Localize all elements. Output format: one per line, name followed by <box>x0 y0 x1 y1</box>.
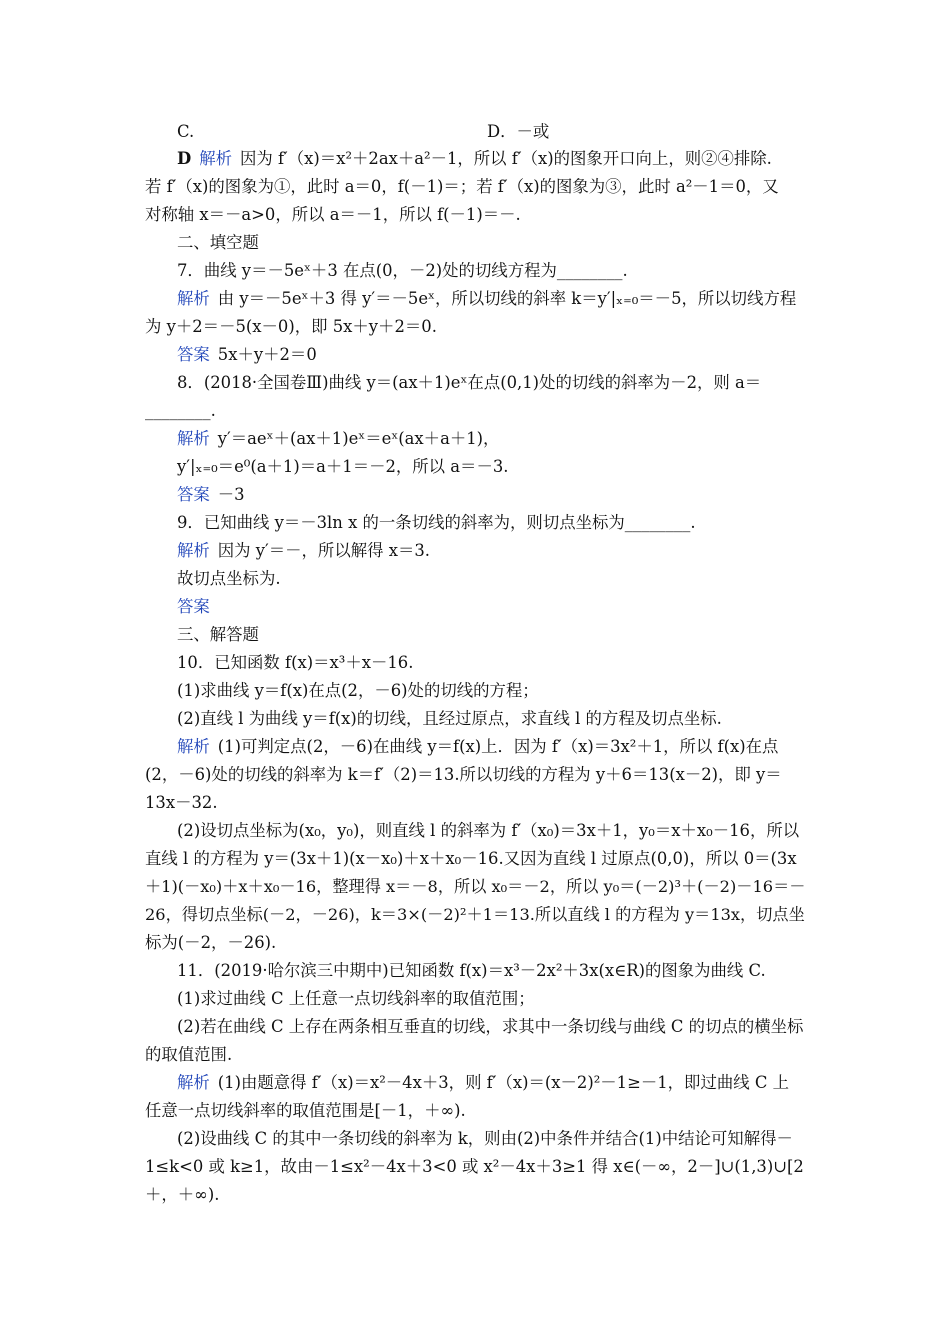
analysis-label: 解析 <box>177 1073 210 1092</box>
answer-label: 答案 <box>177 345 210 364</box>
text-line: 故切点坐标为. <box>177 569 281 588</box>
text-line: 1≤k<0 或 k≥1，故由－1≤x²－4x＋3<0 或 x²－4x＋3≥1 得 x∈(－∞，2－]∪(1,3)∪[2 <box>145 1157 804 1176</box>
text-line: y′|ₓ₌₀＝e⁰(a＋1)＝a＋1＝－2，所以 a＝－3. <box>177 457 509 476</box>
answer-letter: D <box>177 149 192 168</box>
text-line: 解析 由 y＝－5eˣ＋3 得 y′＝－5eˣ，所以切线的斜率 k＝y′|ₓ₌₀＝－5，所以切线方程 <box>177 289 797 308</box>
analysis-label: 解析 <box>177 737 210 756</box>
analysis-label: 解析 <box>177 429 210 448</box>
text-line: 解析 (1)由题意得 f′（x)＝x²－4x＋3，则 f′（x)＝(x－2)²－1≥－1，即过曲线 C 上 <box>177 1073 789 1092</box>
text-line: (2)直线 l 为曲线 y＝f(x)的切线，且经过原点，求直线 l 的方程及切点坐标. <box>177 709 722 728</box>
answer-label: 答案 <box>177 485 210 504</box>
text-line: ＋，＋∞). <box>145 1185 220 1204</box>
section-heading: 二、填空题 <box>177 233 259 252</box>
text-line: 若 f′（x)的图象为①，此时 a＝0，f(－1)＝；若 f′（x)的图象为③，此时 a²－1＝0，又 <box>145 177 779 196</box>
question-10: 10．已知函数 f(x)＝x³＋x－16. <box>177 653 414 672</box>
text-line: (1)求过曲线 C 上任意一点切线斜率的取值范围； <box>177 989 535 1008</box>
text-line: (2，－6)处的切线的斜率为 k＝f′（2)＝13.所以切线的方程为 y＋6＝13(x－2)，即 y＝ <box>145 765 782 784</box>
question-11: 11．(2019·哈尔滨三中期中)已知函数 f(x)＝x³－2x²＋3x(x∈R)的图象为曲线 C. <box>177 961 766 980</box>
text-line: (2)设曲线 C 的其中一条切线的斜率为 k，则由(2)中条件并结合(1)中结论可知解得－ <box>177 1129 793 1148</box>
text-line: 解析 y′＝aeˣ＋(ax＋1)eˣ＝eˣ(ax＋a＋1)， <box>177 429 500 448</box>
text-line: (1)求曲线 y＝f(x)在点(2，－6)处的切线的方程； <box>177 681 539 700</box>
text-line: 解析 (1)可判定点(2，－6)在曲线 y＝f(x)上．因为 f′（x)＝3x²＋1，所以 f(x)在点 <box>177 737 779 756</box>
text-line: 的取值范围. <box>145 1045 233 1064</box>
text-line: 13x－32. <box>145 793 218 812</box>
question-9: 9．已知曲线 y＝－3ln x 的一条切线的斜率为，则切点坐标为________. <box>177 513 696 532</box>
analysis-label: 解析 <box>199 149 232 168</box>
analysis-label: 解析 <box>177 289 210 308</box>
text-line: 解析 因为 y′＝－，所以解得 x＝3. <box>177 541 430 560</box>
text-line: 直线 l 的方程为 y＝(3x＋1)(x－x₀)＋x＋x₀－16.又因为直线 l 过原点(0,0)，所以 0＝(3x <box>145 849 797 868</box>
question-7: 7．曲线 y＝－5eˣ＋3 在点(0，－2)处的切线方程为________. <box>177 261 628 280</box>
text-line: 对称轴 x＝－a>0，所以 a＝－1，所以 f(－1)＝－. <box>145 205 521 224</box>
answer-label: 答案 <box>177 597 210 616</box>
answer-line: 答案 －3 <box>177 485 245 504</box>
text-line: ＋1)(－x₀)＋x＋x₀－16，整理得 x＝－8，所以 x₀＝－2，所以 y₀＝(－2)³＋(－2)－16＝－ <box>145 877 806 896</box>
option-c: C. <box>177 122 195 141</box>
text-line: 标为(－2，－26). <box>145 933 277 952</box>
text-line: D 解析 因为 f′（x)＝x²＋2ax＋a²－1，所以 f′（x)的图象开口向上，则②④排除. <box>177 149 772 168</box>
answer-line: 答案 5x＋y＋2＝0 <box>177 345 317 364</box>
option-d: D．－或 <box>487 122 550 141</box>
answer-line <box>177 594 810 620</box>
text-line: ________. <box>145 401 216 420</box>
question-8: 8．(2018·全国卷Ⅲ)曲线 y＝(ax＋1)eˣ在点(0,1)处的切线的斜率为－2，则 a＝ <box>177 373 762 392</box>
text-line: (2)若在曲线 C 上存在两条相互垂直的切线，求其中一条切线与曲线 C 的切点的横坐标 <box>177 1017 804 1036</box>
text-line: 26，得切点坐标(－2，－26)，k＝3×(－2)²＋1＝13.所以直线 l 的方程为 y＝13x，切点坐 <box>145 905 805 924</box>
section-heading: 三、解答题 <box>177 625 259 644</box>
text-line: 任意一点切线斜率的取值范围是[－1，＋∞). <box>145 1101 466 1120</box>
analysis-label: 解析 <box>177 541 210 560</box>
text-line: (2)设切点坐标为(x₀，y₀)，则直线 l 的斜率为 f′（x₀)＝3x＋1，y₀＝x＋x₀－16，所以 <box>177 821 800 840</box>
text-line: 为 y＋2＝－5(x－0)，即 5x＋y＋2＝0. <box>145 317 437 336</box>
